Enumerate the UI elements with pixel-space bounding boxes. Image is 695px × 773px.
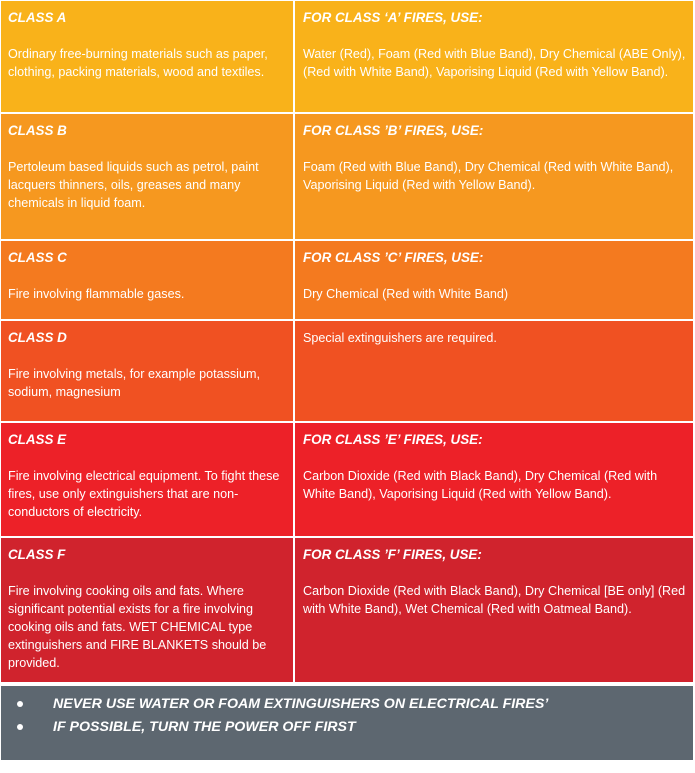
warning-item [13, 715, 693, 738]
class-description: Fire involving metals, for example potassium, sodium, magnesium [8, 367, 260, 399]
extinguisher-cell [295, 241, 693, 319]
table-row-class-f [1, 538, 693, 684]
use-description: Carbon Dioxide (Red with Black Band), Dry Chemical (Red with White Band), Vaporising Liquid (Red with Yellow Band). [303, 469, 658, 501]
extinguisher-cell [295, 538, 693, 682]
use-description: Special extinguishers are required. [303, 331, 497, 345]
extinguisher-cell [295, 321, 693, 421]
use-heading: FOR CLASS ’F’ FIRES, USE: [303, 547, 482, 562]
class-description: Fire involving electrical equipment. To fight these fires, use only extinguishers that are non-conductors of electricity. [8, 469, 280, 519]
table-row-class-d [1, 321, 693, 423]
use-heading: FOR CLASS ’E’ FIRES, USE: [303, 432, 483, 447]
class-label: CLASS E [8, 432, 67, 447]
warning-text: NEVER USE WATER OR FOAM EXTINGUISHERS ON ELECTRICAL FIRES’ [53, 695, 549, 712]
class-cell [1, 114, 295, 239]
use-heading: FOR CLASS ’C’ FIRES, USE: [303, 250, 484, 265]
warning-text: IF POSSIBLE, TURN THE POWER OFF FIRST [53, 718, 356, 735]
use-heading: FOR CLASS ‘A’ FIRES, USE: [303, 10, 483, 25]
class-cell [1, 1, 295, 112]
class-description: Fire involving cooking oils and fats. Where significant potential exists for a fire involving cooking oils and fats. WET CHEMICAL type extinguishers and FIRE BLANKETS should be provided. [8, 584, 267, 670]
bullet-icon [17, 724, 23, 730]
class-description: Pertoleum based liquids such as petrol, paint lacquers thinners, oils, greases and many chemicals in liquid foam. [8, 160, 259, 210]
class-label: CLASS F [8, 547, 66, 562]
extinguisher-cell [295, 1, 693, 112]
class-cell [1, 423, 295, 536]
table-row-class-e [1, 423, 693, 538]
table-row-class-b [1, 114, 693, 241]
extinguisher-cell [295, 114, 693, 239]
class-label: CLASS D [8, 330, 67, 345]
class-label: CLASS A [8, 10, 67, 25]
class-description: Ordinary free-burning materials such as paper, clothing, packing materials, wood and textiles. [8, 47, 268, 79]
warning-footer [1, 686, 693, 760]
table-row-class-c [1, 241, 693, 321]
class-cell [1, 241, 295, 319]
class-cell [1, 538, 295, 682]
extinguisher-cell [295, 423, 693, 536]
class-cell [1, 321, 295, 421]
use-description: Foam (Red with Blue Band), Dry Chemical (Red with White Band), Vaporising Liquid (Red with Yellow Band). [303, 160, 674, 192]
table-row-class-a [1, 1, 693, 114]
use-description: Water (Red), Foam (Red with Blue Band), Dry Chemical (ABE Only), (Red with White Band), Vaporising Liquid (Red with Yellow Band). [303, 47, 686, 79]
class-description: Fire involving flammable gases. [8, 287, 185, 301]
warning-item [13, 692, 693, 715]
use-description: Dry Chemical (Red with White Band) [303, 287, 509, 301]
use-description: Carbon Dioxide (Red with Black Band), Dry Chemical [BE only] (Red with White Band), Wet Chemical (Red with Oatmeal Band). [303, 584, 686, 616]
class-label: CLASS B [8, 123, 67, 138]
bullet-icon [17, 701, 23, 707]
use-heading: FOR CLASS ’B’ FIRES, USE: [303, 123, 484, 138]
class-label: CLASS C [8, 250, 67, 265]
fire-class-table [1, 1, 693, 684]
